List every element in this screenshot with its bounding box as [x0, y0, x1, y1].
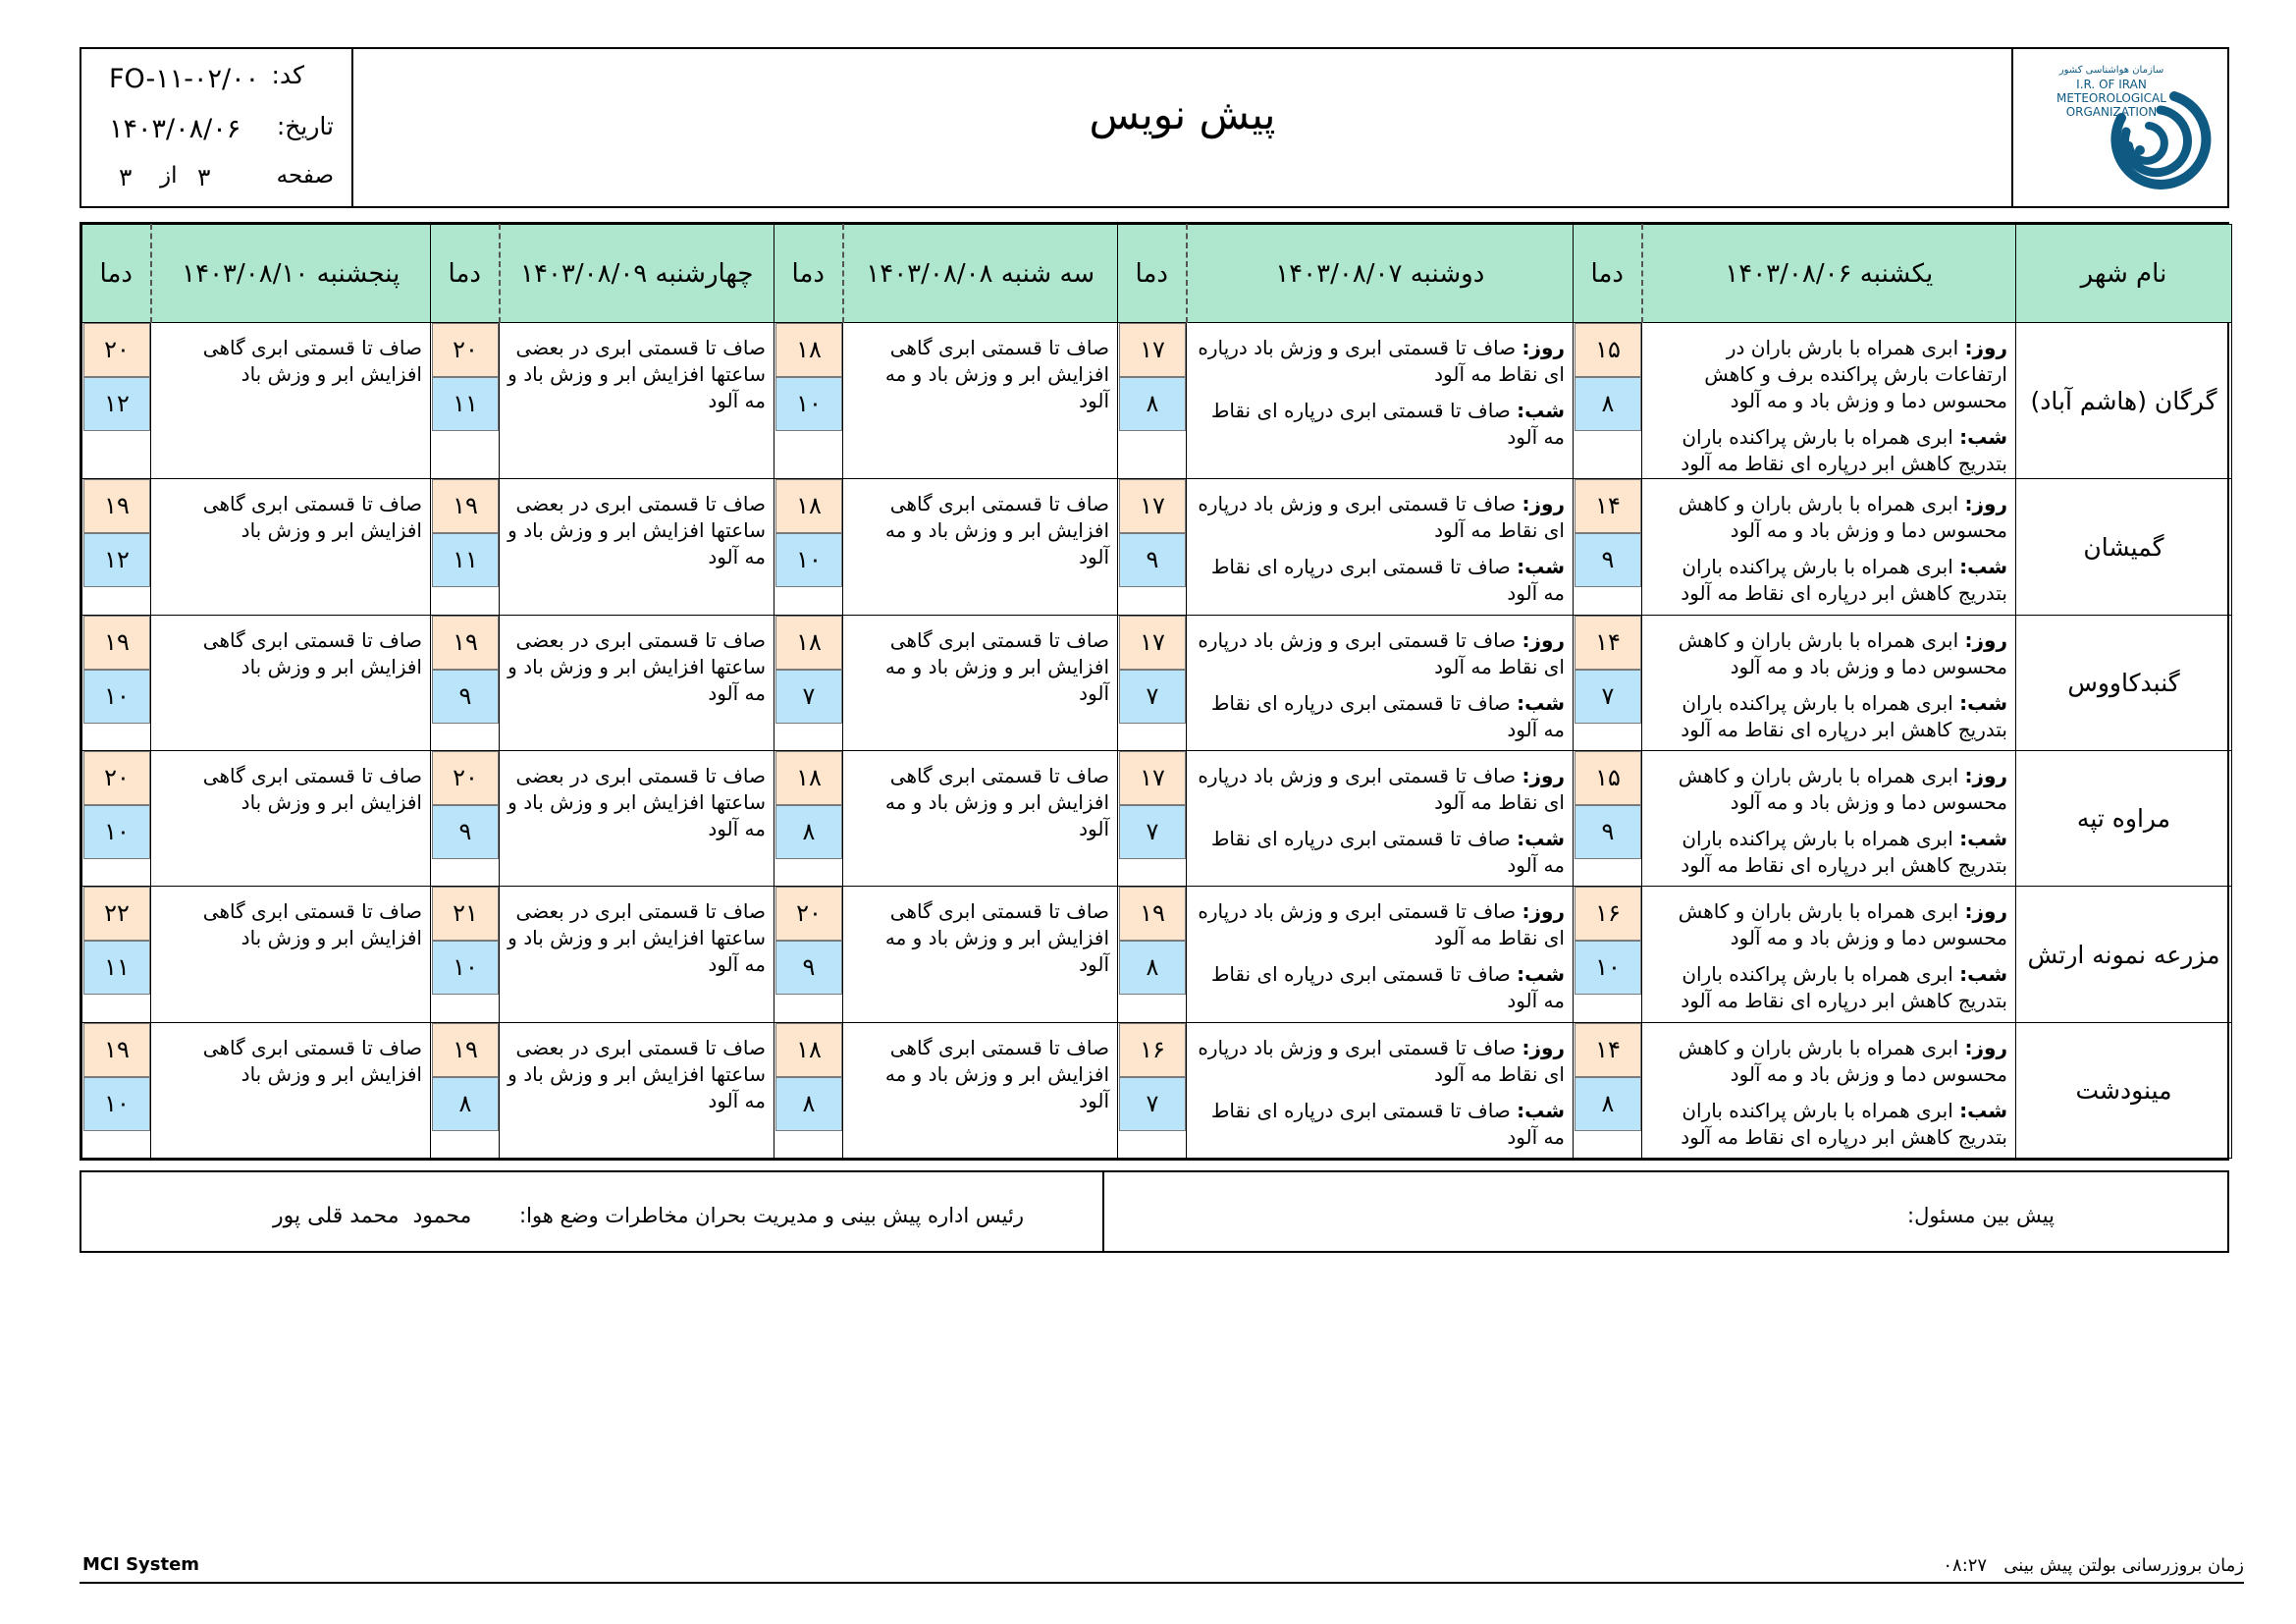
max-temp: ۱۵ [1575, 751, 1641, 805]
temperature-cell [82, 1022, 151, 1158]
night-label: شب: [1959, 555, 2007, 579]
night-forecast [1650, 826, 2007, 879]
table-row [82, 1022, 2232, 1158]
meteorological-organization-logo [2013, 49, 2231, 206]
forecast-cell [1187, 479, 1574, 615]
page-of: از [160, 163, 178, 189]
min-temp: ۱۰ [1575, 941, 1641, 995]
max-temp: ۱۷ [1119, 323, 1186, 377]
forecast-cell [1642, 751, 2016, 887]
night-text: ابری همراه با بارش پراکنده باران بتدریج کاهش ابر درپاره ای نقاط مه آلود [1681, 827, 2007, 878]
table-row [82, 323, 2232, 479]
max-temp: ۲۰ [775, 887, 842, 941]
day-forecast [1195, 335, 1565, 388]
max-temp: ۲۰ [432, 751, 499, 805]
forecast-cell [151, 479, 431, 615]
night-text: صاف تا قسمتی ابری درپاره ای نقاط مه آلود [1210, 555, 1565, 606]
day-label: روز: [1964, 627, 2007, 652]
city-name: گنبدکاووس [2016, 615, 2232, 750]
min-temp: ۱۰ [775, 377, 842, 431]
day-text: ابری همراه با بارش باران در ارتفاعات بارش پراکنده برف و کاهش محسوس دما و وزش باد و مه آلود [1704, 336, 2007, 412]
temperature-cell [774, 479, 843, 615]
update-label: زمان بروزرسانی بولتن پیش بینی [2003, 1555, 2244, 1576]
forecast-text: صاف تا قسمتی ابری گاهی افزایش ابر و وزش باد [202, 764, 422, 815]
forecast-cell [500, 1022, 774, 1158]
day-header-1: یکشنبه ۱۴۰۳/۰۸/۰۶ [1642, 225, 2016, 323]
temperature-cell [431, 323, 500, 479]
max-temp: ۱۷ [1119, 479, 1186, 533]
temperature-cell [1118, 615, 1187, 750]
forecast-cell [843, 479, 1118, 615]
forecast-cell [500, 887, 774, 1022]
forecast-text: صاف تا قسمتی ابری گاهی افزایش ابر و وزش باد و مه آلود [884, 764, 1109, 841]
night-text: صاف تا قسمتی ابری درپاره ای نقاط مه آلود [1210, 827, 1565, 878]
forecast-cell [1642, 323, 2016, 479]
day-forecast [1650, 335, 2007, 414]
night-text: صاف تا قسمتی ابری درپاره ای نقاط مه آلود [1210, 690, 1565, 741]
forecast-cell [843, 323, 1118, 479]
signature-block [80, 1170, 2229, 1253]
day-label: روز: [1964, 764, 2007, 788]
footer-divider [80, 1582, 2244, 1584]
table-row [82, 615, 2232, 750]
night-label: شب: [1959, 1098, 2007, 1122]
max-temp: ۱۴ [1575, 1023, 1641, 1077]
max-temp: ۱۸ [775, 323, 842, 377]
night-text: ابری همراه با بارش پراکنده باران بتدریج کاهش ابر درپاره ای نقاط مه آلود [1681, 690, 2007, 741]
min-temp: ۹ [432, 805, 499, 859]
day-text: صاف تا قسمتی ابری و وزش باد درپاره ای نقاط مه آلود [1198, 627, 1565, 678]
max-temp: ۱۶ [1575, 887, 1641, 941]
night-label: شب: [1517, 1098, 1565, 1122]
min-temp: ۸ [775, 805, 842, 859]
forecast-text: صاف تا قسمتی ابری گاهی افزایش ابر و وزش باد [202, 627, 422, 678]
code-value: FO-۱۱-۰۲/۰۰ [109, 64, 260, 94]
temperature-cell [1574, 479, 1642, 615]
day-forecast [1195, 763, 1565, 816]
max-temp: ۱۸ [775, 1023, 842, 1077]
max-temp: ۲۲ [83, 887, 150, 941]
temperature-cell [1574, 615, 1642, 750]
min-temp: ۱۱ [432, 533, 499, 587]
forecast-cell [500, 479, 774, 615]
forecast-cell [1642, 615, 2016, 750]
day-text: صاف تا قسمتی ابری و وزش باد درپاره ای نقاط مه آلود [1198, 899, 1565, 950]
day-label: روز: [1964, 899, 2007, 924]
forecast-cell [500, 615, 774, 750]
day-text: صاف تا قسمتی ابری و وزش باد درپاره ای نقاط مه آلود [1198, 492, 1565, 543]
forecast-cell [500, 751, 774, 887]
day-label: روز: [1522, 627, 1565, 652]
night-label: شب: [1517, 962, 1565, 987]
day-forecast [1195, 491, 1565, 544]
min-temp: ۹ [1575, 805, 1641, 859]
temperature-cell [431, 479, 500, 615]
forecast-cell [151, 323, 431, 479]
min-temp: ۱۲ [83, 377, 150, 431]
temperature-cell [1118, 479, 1187, 615]
night-label: شب: [1517, 827, 1565, 851]
forecast-text: صاف تا قسمتی ابری گاهی افزایش ابر و وزش باد [202, 336, 422, 386]
document-header [80, 47, 2229, 208]
forecast-cell [1187, 615, 1574, 750]
forecast-text: صاف تا قسمتی ابری گاهی افزایش ابر و وزش باد [202, 1035, 422, 1086]
night-label: شب: [1959, 962, 2007, 987]
max-temp: ۲۱ [432, 887, 499, 941]
forecast-text: صاف تا قسمتی ابری در بعضی ساعتها افزایش ابر و وزش باد و مه آلود [507, 764, 766, 841]
min-temp: ۷ [1119, 1077, 1186, 1131]
forecast-text: صاف تا قسمتی ابری گاهی افزایش ابر و وزش باد و مه آلود [884, 492, 1109, 569]
min-temp: ۸ [775, 1077, 842, 1131]
day-forecast [1650, 627, 2007, 680]
head-label: رئیس اداره پیش بینی و مدیریت بحران مخاطرات وضع هوا: [519, 1204, 1024, 1227]
temperature-cell [431, 1022, 500, 1158]
day-text: ابری همراه با بارش باران و کاهش محسوس دما و وزش باد و مه آلود [1678, 1035, 2007, 1086]
forecast-cell [843, 1022, 1118, 1158]
forecaster-label: پیش بین مسئول: [1907, 1204, 2055, 1227]
forecast-text: صاف تا قسمتی ابری گاهی افزایش ابر و وزش باد و مه آلود [884, 627, 1109, 705]
day-text: ابری همراه با بارش باران و کاهش محسوس دما و وزش باد و مه آلود [1678, 492, 2007, 543]
head-name: محمود محمد قلی پور [273, 1204, 472, 1228]
logo-fa-text: سازمان هواشناسی کشور [2058, 65, 2164, 76]
max-temp: ۱۷ [1119, 616, 1186, 670]
max-temp: ۱۸ [775, 751, 842, 805]
table-header-row [82, 225, 2232, 323]
table-row [82, 887, 2232, 1022]
temp-header-3: دما [774, 225, 843, 323]
day-label: روز: [1522, 492, 1565, 516]
forecast-text: صاف تا قسمتی ابری در بعضی ساعتها افزایش ابر و وزش باد و مه آلود [507, 1035, 766, 1112]
min-temp: ۸ [1575, 377, 1641, 431]
day-text: ابری همراه با بارش باران و کاهش محسوس دما و وزش باد و مه آلود [1678, 764, 2007, 815]
temperature-cell [1118, 1022, 1187, 1158]
temperature-cell [82, 751, 151, 887]
temperature-cell [1118, 323, 1187, 479]
max-temp: ۱۹ [83, 479, 150, 533]
forecast-text: صاف تا قسمتی ابری در بعضی ساعتها افزایش ابر و وزش باد و مه آلود [507, 627, 766, 705]
temperature-cell [1118, 751, 1187, 887]
day-label: روز: [1964, 336, 2007, 359]
forecast-table-wrapper [80, 222, 2229, 1161]
max-temp: ۲۰ [432, 323, 499, 377]
temperature-cell [774, 751, 843, 887]
forecast-text: صاف تا قسمتی ابری گاهی افزایش ابر و وزش باد و مه آلود [884, 1035, 1109, 1112]
day-forecast [1650, 491, 2007, 544]
document-meta [81, 49, 353, 206]
forecast-text: صاف تا قسمتی ابری گاهی افزایش ابر و وزش باد [202, 492, 422, 543]
day-forecast [1195, 1035, 1565, 1088]
day-label: روز: [1522, 764, 1565, 788]
night-forecast [1650, 554, 2007, 607]
max-temp: ۱۴ [1575, 616, 1641, 670]
logo-cell [2013, 49, 2231, 206]
temp-header-4: دما [431, 225, 500, 323]
day-forecast [1650, 1035, 2007, 1088]
temperature-cell [82, 615, 151, 750]
night-forecast [1195, 1098, 1565, 1151]
day-label: روز: [1964, 492, 2007, 516]
day-text: صاف تا قسمتی ابری و وزش باد درپاره ای نقاط مه آلود [1198, 764, 1565, 815]
forecast-cell [151, 1022, 431, 1158]
night-text: ابری همراه با بارش پراکنده باران بتدریج کاهش ابر درپاره ای نقاط مه آلود [1681, 425, 2007, 475]
max-temp: ۱۹ [432, 616, 499, 670]
min-temp: ۱۱ [432, 377, 499, 431]
max-temp: ۱۹ [1119, 887, 1186, 941]
temperature-cell [1574, 751, 1642, 887]
night-text: ابری همراه با بارش پراکنده باران بتدریج کاهش ابر درپاره ای نقاط مه آلود [1681, 1098, 2007, 1149]
day-label: روز: [1522, 336, 1565, 359]
min-temp: ۷ [1575, 670, 1641, 724]
day-header-5: پنجشنبه ۱۴۰۳/۰۸/۱۰ [151, 225, 431, 323]
logo-en-line1: I.R. OF IRAN [2076, 78, 2147, 91]
night-forecast [1650, 424, 2007, 477]
min-temp: ۸ [1119, 941, 1186, 995]
table-row [82, 751, 2232, 887]
temperature-cell [431, 751, 500, 887]
max-temp: ۱۶ [1119, 1023, 1186, 1077]
temperature-cell [774, 1022, 843, 1158]
max-temp: ۱۸ [775, 616, 842, 670]
max-temp: ۱۹ [83, 616, 150, 670]
night-label: شب: [1517, 399, 1565, 422]
forecast-cell [151, 615, 431, 750]
night-text: صاف تا قسمتی ابری درپاره ای نقاط مه آلود [1210, 962, 1565, 1013]
night-text: ابری همراه با بارش پراکنده باران بتدریج کاهش ابر درپاره ای نقاط مه آلود [1681, 962, 2007, 1013]
temp-header-2: دما [1118, 225, 1187, 323]
min-temp: ۹ [775, 941, 842, 995]
day-forecast [1650, 898, 2007, 951]
day-header-4: چهارشنبه ۱۴۰۳/۰۸/۰۹ [500, 225, 774, 323]
temperature-cell [82, 479, 151, 615]
min-temp: ۷ [1119, 670, 1186, 724]
min-temp: ۹ [432, 670, 499, 724]
forecast-table-body [82, 323, 2232, 1159]
max-temp: ۲۰ [83, 751, 150, 805]
logo-en-line3: ORGANIZATION [2065, 105, 2158, 119]
temp-header-5: دما [82, 225, 151, 323]
forecast-cell [1642, 479, 2016, 615]
temperature-cell [82, 323, 151, 479]
max-temp: ۱۴ [1575, 479, 1641, 533]
night-label: شب: [1959, 425, 2007, 449]
max-temp: ۱۷ [1119, 751, 1186, 805]
night-label: شب: [1517, 555, 1565, 579]
footer-update [1943, 1555, 2244, 1576]
city-name: مینودشت [2016, 1022, 2232, 1158]
night-text: ابری همراه با بارش پراکنده باران بتدریج کاهش ابر درپاره ای نقاط مه آلود [1681, 555, 2007, 606]
forecast-cell [1187, 323, 1574, 479]
night-label: شب: [1517, 690, 1565, 715]
logo-en-line2: METEOROLOGICAL [2056, 91, 2166, 105]
day-forecast [1195, 898, 1565, 951]
temperature-cell [1118, 887, 1187, 1022]
forecast-text: صاف تا قسمتی ابری در بعضی ساعتها افزایش ابر و وزش باد و مه آلود [507, 492, 766, 569]
night-forecast [1195, 826, 1565, 879]
night-label: شب: [1959, 690, 2007, 715]
min-temp: ۱۱ [83, 941, 150, 995]
forecast-cell [843, 887, 1118, 1022]
max-temp: ۱۵ [1575, 323, 1641, 377]
day-header-3: سه شنبه ۱۴۰۳/۰۸/۰۸ [843, 225, 1118, 323]
min-temp: ۷ [775, 670, 842, 724]
day-text: ابری همراه با بارش باران و کاهش محسوس دما و وزش باد و مه آلود [1678, 899, 2007, 950]
max-temp: ۱۹ [432, 479, 499, 533]
page-current: ۳ [197, 163, 211, 191]
forecast-cell [1642, 1022, 2016, 1158]
min-temp: ۱۰ [83, 805, 150, 859]
city-name: گمیشان [2016, 479, 2232, 615]
min-temp: ۱۲ [83, 533, 150, 587]
min-temp: ۸ [1575, 1077, 1641, 1131]
page-title: پیش نویس [1089, 90, 1276, 138]
forecast-cell [843, 751, 1118, 887]
temperature-cell [1574, 323, 1642, 479]
night-forecast [1650, 690, 2007, 743]
temp-header-1: دما [1574, 225, 1642, 323]
night-forecast [1650, 961, 2007, 1014]
forecast-cell [1187, 887, 1574, 1022]
night-forecast [1650, 1098, 2007, 1151]
forecast-cell [1642, 887, 2016, 1022]
city-name: مراوه تپه [2016, 751, 2232, 887]
forecast-cell [500, 323, 774, 479]
day-text: صاف تا قسمتی ابری و وزش باد درپاره ای نقاط مه آلود [1198, 336, 1565, 386]
code-label: کد: [271, 61, 304, 89]
city-column-header: نام شهر [2016, 225, 2232, 323]
max-temp: ۱۸ [775, 479, 842, 533]
day-forecast [1650, 763, 2007, 816]
city-name: گرگان (هاشم آباد) [2016, 323, 2232, 479]
night-forecast [1195, 690, 1565, 743]
day-text: صاف تا قسمتی ابری و وزش باد درپاره ای نقاط مه آلود [1198, 1035, 1565, 1086]
table-row [82, 479, 2232, 615]
forecast-text: صاف تا قسمتی ابری در بعضی ساعتها افزایش ابر و وزش باد و مه آلود [507, 899, 766, 977]
forecast-cell [843, 615, 1118, 750]
page-total: ۳ [119, 163, 133, 191]
night-forecast [1195, 961, 1565, 1014]
date-label: تاریخ: [276, 112, 334, 140]
forecast-text: صاف تا قسمتی ابری گاهی افزایش ابر و وزش باد [202, 899, 422, 950]
day-header-2: دوشنبه ۱۴۰۳/۰۸/۰۷ [1187, 225, 1574, 323]
head-signature [81, 1172, 1104, 1251]
temperature-cell [774, 615, 843, 750]
forecast-text: صاف تا قسمتی ابری در بعضی ساعتها افزایش ابر و وزش باد و مه آلود [507, 336, 766, 412]
forecast-cell [151, 751, 431, 887]
night-label: شب: [1959, 827, 2007, 851]
forecaster-signature [1104, 1172, 2231, 1251]
page-label: صفحه [276, 163, 334, 189]
min-temp: ۱۰ [775, 533, 842, 587]
temperature-cell [774, 323, 843, 479]
temperature-cell [431, 887, 500, 1022]
forecast-text: صاف تا قسمتی ابری گاهی افزایش ابر و وزش باد و مه آلود [884, 899, 1109, 977]
day-text: ابری همراه با بارش باران و کاهش محسوس دما و وزش باد و مه آلود [1678, 627, 2007, 678]
max-temp: ۱۹ [83, 1023, 150, 1077]
temperature-cell [1574, 1022, 1642, 1158]
temperature-cell [774, 887, 843, 1022]
title-cell [353, 49, 2013, 206]
day-label: روز: [1522, 1035, 1565, 1059]
min-temp: ۸ [432, 1077, 499, 1131]
day-label: روز: [1964, 1035, 2007, 1059]
city-name: مزرعه نمونه ارتش [2016, 887, 2232, 1022]
min-temp: ۱۰ [83, 1077, 150, 1131]
min-temp: ۹ [1575, 533, 1641, 587]
forecast-table [81, 224, 2232, 1159]
temperature-cell [82, 887, 151, 1022]
night-text: صاف تا قسمتی ابری درپاره ای نقاط مه آلود [1210, 399, 1565, 449]
night-forecast [1195, 554, 1565, 607]
night-text: صاف تا قسمتی ابری درپاره ای نقاط مه آلود [1210, 1098, 1565, 1149]
max-temp: ۱۹ [432, 1023, 499, 1077]
forecast-cell [151, 887, 431, 1022]
update-time: ۰۸:۲۷ [1943, 1555, 1988, 1576]
forecast-cell [1187, 1022, 1574, 1158]
temperature-cell [431, 615, 500, 750]
day-label: روز: [1522, 899, 1565, 924]
min-temp: ۷ [1119, 805, 1186, 859]
temperature-cell [1574, 887, 1642, 1022]
min-temp: ۹ [1119, 533, 1186, 587]
min-temp: ۱۰ [432, 941, 499, 995]
forecast-cell [1187, 751, 1574, 887]
day-forecast [1195, 627, 1565, 680]
forecast-text: صاف تا قسمتی ابری گاهی افزایش ابر و وزش باد و مه آلود [884, 336, 1109, 412]
footer-system: MCI System [82, 1554, 200, 1575]
min-temp: ۱۰ [83, 670, 150, 724]
max-temp: ۲۰ [83, 323, 150, 377]
night-forecast [1195, 398, 1565, 451]
date-value: ۱۴۰۳/۰۸/۰۶ [109, 114, 241, 144]
min-temp: ۸ [1119, 377, 1186, 431]
